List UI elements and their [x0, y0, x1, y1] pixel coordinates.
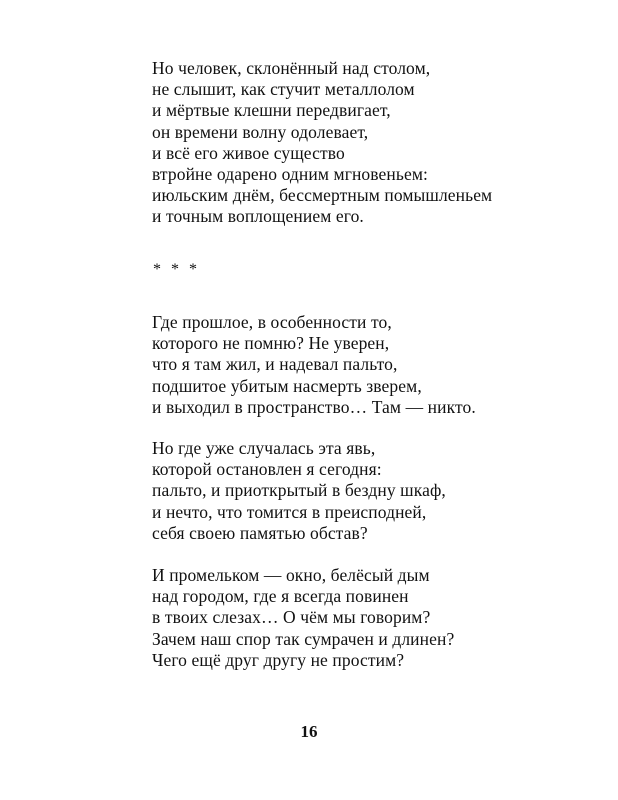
poem-line: Где прошлое, в особенности то, — [152, 312, 392, 332]
poem-line: Зачем наш спор так сумрачен и длинен? — [152, 628, 455, 649]
poem-line: себя своею памятью обстав? — [152, 522, 368, 543]
poem-line: в твоих слезах… О чём мы говорим? — [152, 607, 431, 628]
poem-line: которого не помню? Не уверен, — [152, 333, 390, 354]
stanza-1 — [152, 58, 492, 228]
poem-line: которой остановлен я сегодня: — [152, 459, 382, 480]
poem-line: июльским днём, бессмертным помышленьем — [152, 185, 493, 206]
poem-line: что я там жил, и надевал пальто, — [152, 354, 398, 375]
poem-line: и нечто, что томится в преисподней, — [152, 501, 427, 522]
poem-line: Чего ещё друг другу не простим? — [152, 649, 405, 670]
poem-line: пальто, и приоткрытый в бездну шкаф, — [152, 480, 446, 501]
poem-line: не слышит, как стучит металлолом — [152, 79, 415, 100]
poem-line: и выходил в пространство… Там — никто. — [152, 396, 476, 417]
poem-line: Но где уже случалась эта явь, — [152, 438, 376, 458]
poem-line: И промельком — окно, белёсый дым — [152, 565, 430, 585]
page-number: 16 — [300, 722, 318, 741]
poem-line: втройне одарено одним мгновеньем: — [152, 164, 428, 185]
poem-line: он времени волну одолевает, — [152, 121, 369, 142]
poem-line: подшитое убитым насмерть зверем, — [152, 375, 422, 396]
section-separator: * * * — [153, 261, 200, 278]
stanza-2 — [152, 312, 476, 418]
poem-line: и точным воплощением его. — [152, 206, 364, 227]
stanza-3 — [152, 438, 446, 544]
poem-line: Но человек, склонённый над столом, — [152, 58, 431, 78]
poem-line: над городом, где я всегда повинен — [152, 586, 409, 607]
stanza-4 — [152, 565, 454, 671]
poem-line: и всё его живое существо — [152, 142, 345, 163]
poem-line: и мёртвые клешни передвигает, — [152, 100, 391, 121]
